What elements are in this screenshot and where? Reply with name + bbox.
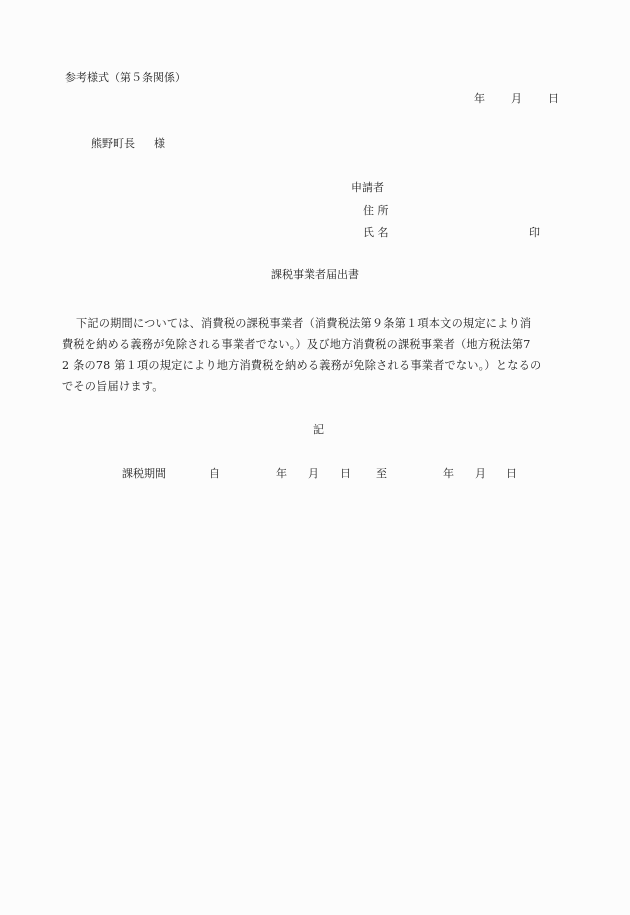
body-line: 下記の期間については、消費税の課税事業者（消費税法第９条第１項本文の規定により消 [76,317,532,330]
addressee-name: 熊野町長 [91,137,135,150]
document-title: 課税事業者届出書 [271,268,359,281]
body-line: 費税を納める義務が免除される事業者でない。）及び地方消費税の課税事業者（地方税法第7 [62,338,531,351]
period-from-year: 年 [276,467,287,480]
period-to-month: 月 [475,467,486,480]
body-paragraph [62,313,574,397]
period-to-year: 年 [443,467,454,480]
date-year-label: 年 [474,92,485,105]
tax-period-label: 課税期間 [122,467,166,480]
date-day-label: 日 [548,92,559,105]
applicant-label: 申請者 [351,181,384,194]
body-line: でその旨届けます。 [62,380,164,393]
form-label: 参考様式（第５条関係） [65,71,186,84]
period-to-day: 日 [506,467,517,480]
note-heading: 記 [313,423,324,436]
seal-mark: 印 [529,226,540,239]
period-from-month: 月 [308,467,319,480]
period-from-label: 自 [209,467,220,480]
body-line: 2 条の78 第１項の規定により地方消費税を納める義務が免除される事業者でない。）となるの [62,359,542,372]
date-month-label: 月 [511,92,522,105]
period-from-day: 日 [340,467,351,480]
name-label: 氏 名 [363,226,389,239]
address-label: 住 所 [363,204,389,217]
addressee-honorific: 様 [154,137,165,150]
period-to-label: 至 [376,467,387,480]
